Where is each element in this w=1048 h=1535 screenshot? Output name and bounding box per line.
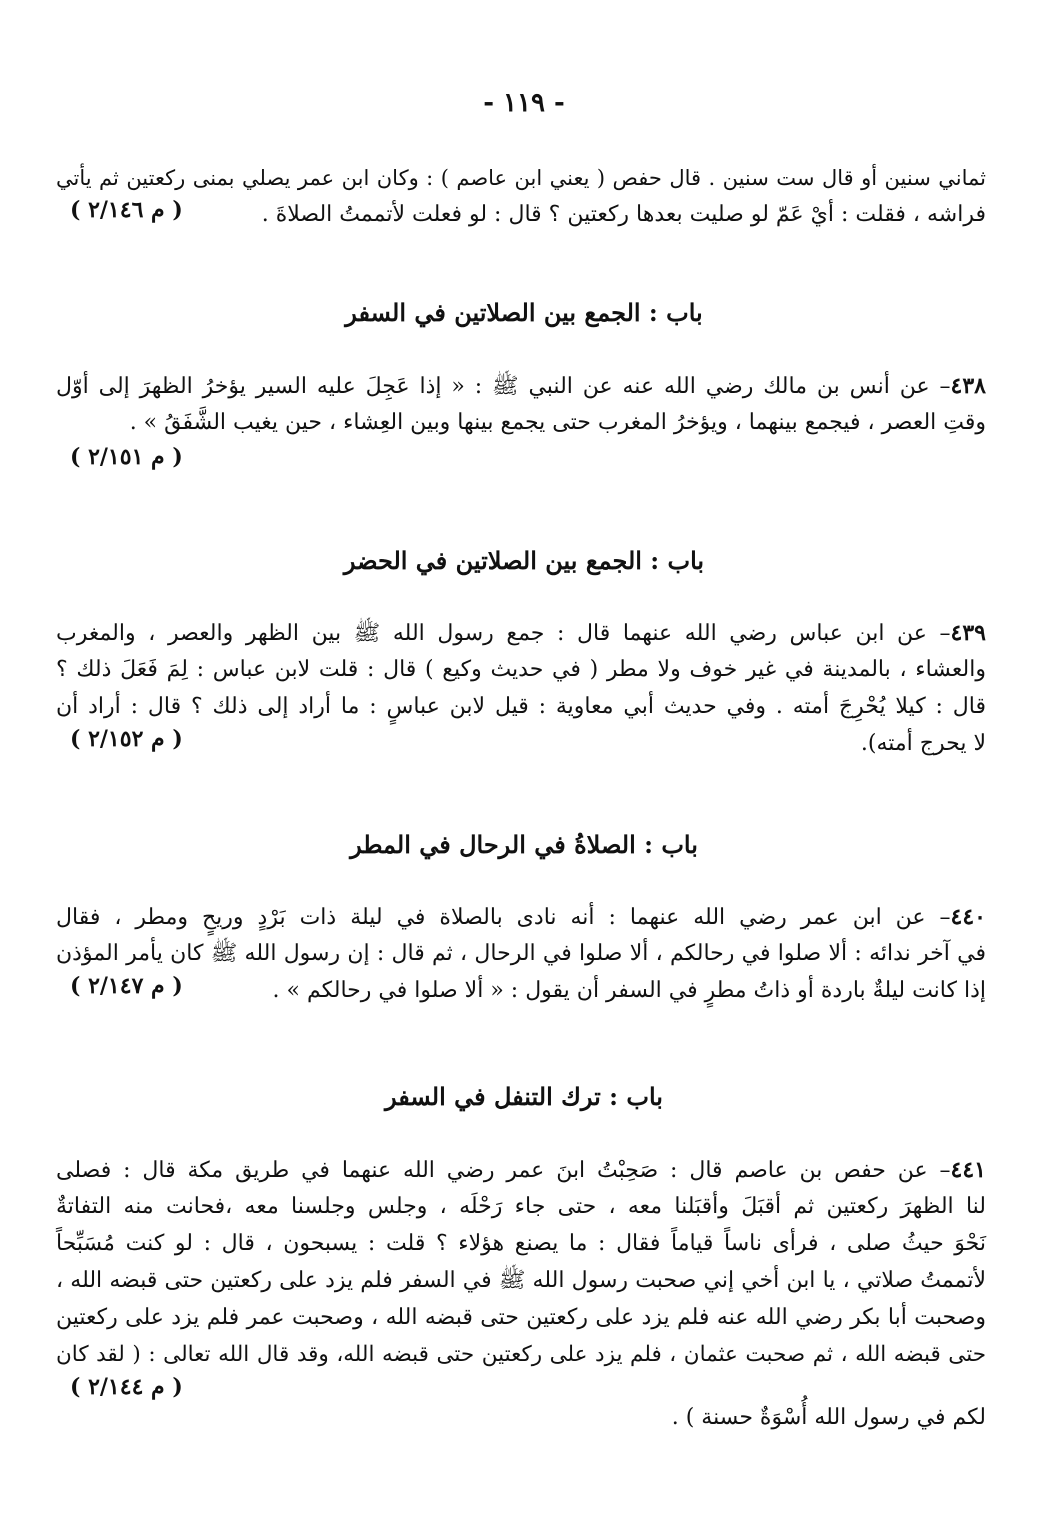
- hadith-439-line-4: لا يحرج أمته).: [860, 731, 986, 756]
- hadith-440-line-2: في آخر ندائه : ألا صلوا في رحالكم ، ألا صلوا في الرحال ، ثم قال : إن رسول الله ﷺ كان يأمر المؤذن: [56, 941, 986, 966]
- hadith-441-line-1: [56, 1152, 986, 1189]
- hadith-441-line-3: نَحْوَ حيثُ صلى ، فرأى ناساً قياماً فقال : ما يصنع هؤلاء ؟ قلت : يسبحون ، قال : لو كنت مُسَبِّحاً: [56, 1231, 986, 1256]
- section-heading-salah-rihal: باب : الصلاةُ في الرحال في المطر: [350, 830, 698, 859]
- hadith-number: ٤٤٠: [950, 904, 986, 930]
- hadith-438-line-1: [56, 368, 986, 405]
- hadith-439-line-2: والعشاء ، بالمدينة في غير خوف ولا مطر ( في حديث وكيع ) قال : قلت لابن عباس : لِمَ فَعَلَ ذلك ؟: [56, 657, 986, 682]
- hadith-439-line-3: قال : كيلا يُحْرِجَ أمته . وفي حديث أبي معاوية : قيل لابن عباسٍ : ما أراد إلى ذلك ؟ قال : أراد أن: [56, 694, 986, 719]
- hadith-441-line-2: لنا الظهرَ ركعتين ثم أقبَلَ وأقبَلنا معه ، حتى جاء رَحْلَه ، وجلس وجلسنا معه ،فحانت منه التفاتةٌ: [56, 1194, 986, 1219]
- section-heading-jam-hadar: باب : الجمع بين الصلاتين في الحضر: [343, 546, 705, 575]
- section-heading-tanaffol: باب : ترك التنفل في السفر: [385, 1082, 663, 1111]
- hadith-438-line-2: وقتِ العصر ، فيجمع بينهما ، ويؤخرُ المغرب حتى يجمع بينها وبين العِشاء ، حين يغيب الشَّفَقُ » .: [129, 410, 986, 435]
- hadith-text: – عن ابن عمر رضي الله عنهما : أنه نادى بالصلاة في ليلة ذات بَرْدٍ وريحٍ ومطر ، فقال: [56, 905, 951, 930]
- hadith-439-reference: ( م ٢/١٥٢ ): [70, 726, 183, 752]
- hadith-438-reference: ( م ٢/١٥١ ): [70, 444, 183, 470]
- hadith-439-line-1: [56, 615, 986, 652]
- hadith-441-line-4: لأتممتُ صلاتي ، يا ابن أخي إني صحبت رسول الله ﷺ في السفر فلم يزد على ركعتين حتى قبضه الله ،: [56, 1268, 986, 1293]
- hadith-440-line-1: [56, 899, 986, 936]
- hadith-number: ٤٣٩: [950, 620, 986, 646]
- hadith-text: – عن ابن عباس رضي الله عنهما قال : جمع رسول الله ﷺ بين الظهر والعصر ، والمغرب: [56, 621, 951, 646]
- hadith-441-reference: ( م ٢/١٤٤ ): [70, 1374, 183, 1400]
- hadith-text: – عن حفص بن عاصم قال : صَحِبْتُ ابنَ عمر رضي الله عنهما في طريق مكة قال : فصلى: [56, 1158, 951, 1183]
- hadith-number: ٤٤١: [950, 1157, 986, 1183]
- hadith-440-reference: ( م ٢/١٤٧ ): [70, 973, 183, 999]
- hadith-441-line-6: حتى قبضه الله ، ثم صحبت عثمان ، فلم يزد على ركعتين حتى قبضه الله، وقد قال الله تعالى : ( لقد كان: [56, 1342, 986, 1367]
- hadith-number: ٤٣٨: [950, 373, 986, 399]
- intro-line-2: فراشه ، فقلت : أيْ عَمّ لو صليت بعدها ركعتين ؟ قال : لو فعلت لأتممتُ الصلاةَ .: [261, 202, 986, 227]
- intro-line-1: ثماني سنين أو قال ست سنين . قال حفص ( يعني ابن عاصم ) : وكان ابن عمر يصلي بمنى ركعتين ثم يأتي: [56, 166, 986, 190]
- section-heading-jam-safar: باب : الجمع بين الصلاتين في السفر: [345, 298, 703, 327]
- page-number: - ١١٩ -: [483, 88, 565, 118]
- hadith-441-line-7: لكم في رسول الله أُسْوَةٌ حسنة ) .: [671, 1405, 986, 1430]
- hadith-440-line-3: إذا كانت ليلةٌ باردة أو ذاتُ مطرٍ في السفر أن يقول : « ألا صلوا في رحالكم » .: [272, 978, 986, 1003]
- hadith-441-line-5: وصحبت أبا بكر رضي الله عنه فلم يزد على ركعتين حتى قبضه الله ، وصحبت عمر فلم يزد على ركعتين: [56, 1305, 986, 1330]
- intro-reference: ( م ٢/١٤٦ ): [70, 197, 183, 223]
- hadith-text: – عن أنس بن مالك رضي الله عنه عن النبي ﷺ : « إذا عَجِلَ عليه السير يؤخرُ الظهرَ إلى أوّل: [56, 374, 951, 399]
